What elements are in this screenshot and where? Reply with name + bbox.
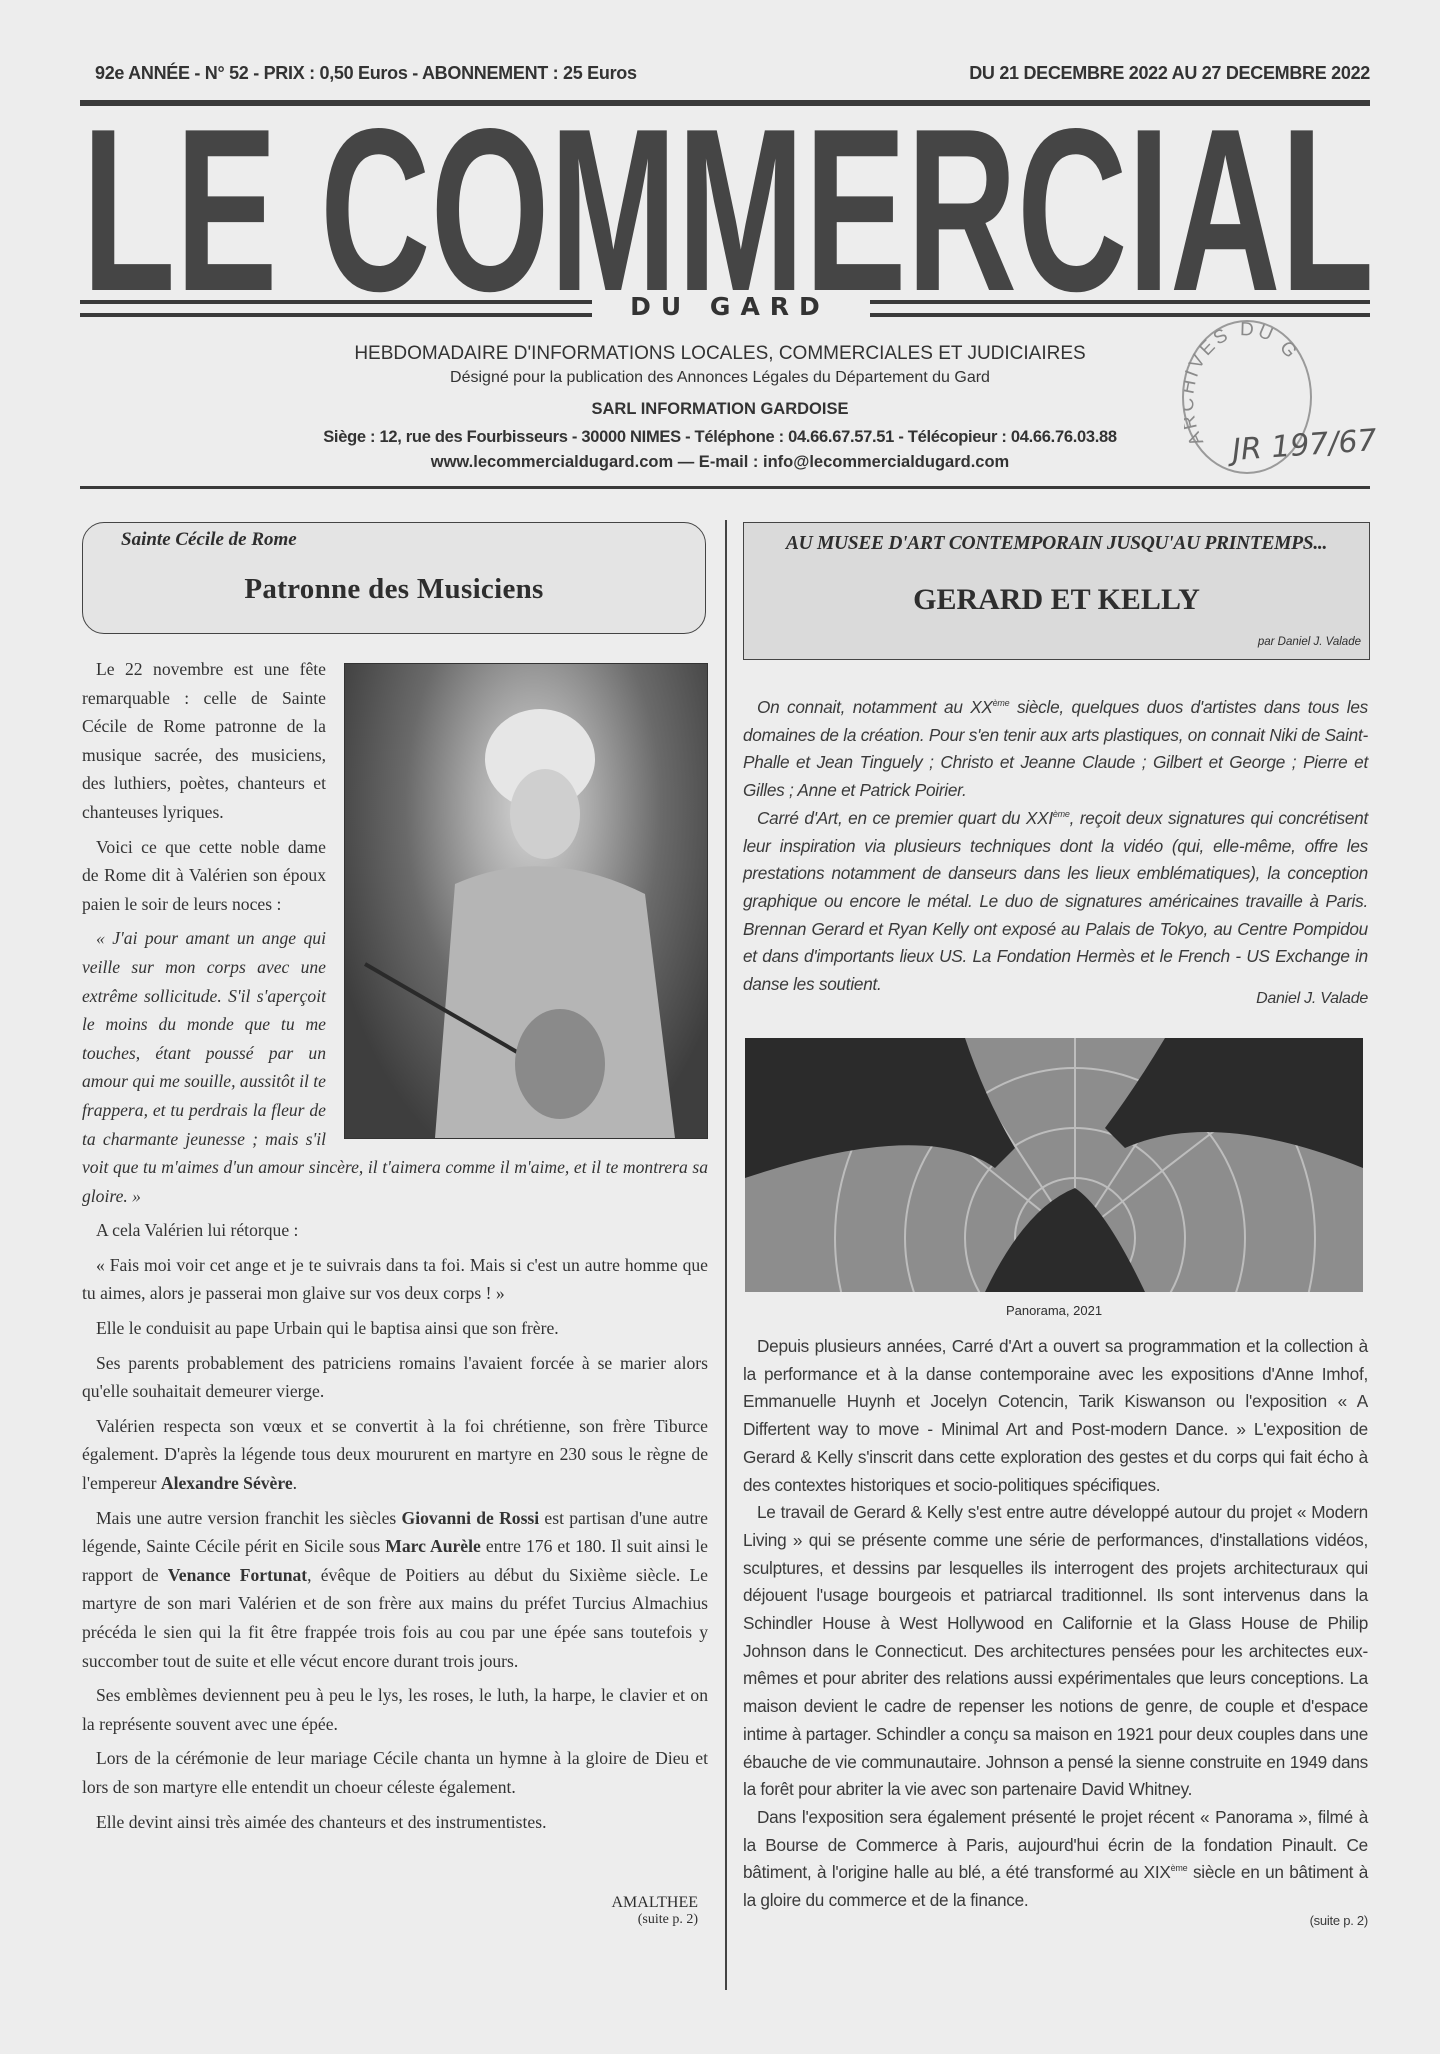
text-segment: « Fais moi voir cet ange et je te suivrais dans ta foi. Mais si c'est un autre homme que tu aimes, alors je passerai mon glaive sur vos deux corps ! » [82, 1254, 708, 1304]
paragraph [82, 1681, 708, 1738]
right-article-kicker: AU MUSEE D'ART CONTEMPORAIN JUSQU'AU PRINTEMPS... [785, 533, 1328, 554]
text-segment: Valérien respecta son vœux et se convertit à la foi chrétienne, son frère Tiburce également. D'après la légende tous deux moururent en martyre en 230 sous le règne de l'empereur [82, 1415, 708, 1494]
text-segment: Ses emblèmes deviennent peu à peu le lys, les roses, le luth, la harpe, le clavier et on la représente souvent avec une épée. [82, 1685, 708, 1734]
left-article-body [82, 655, 708, 1842]
text-segment: siècle en un bâtiment à la gloire du commerce et de la finance. [743, 1862, 1368, 1911]
issue-info: 92e ANNÉE - N° 52 - PRIX : 0,50 Euros - ABONNEMENT : 25 Euros [95, 63, 637, 83]
paragraph [82, 1349, 708, 1406]
rule [80, 313, 592, 317]
bold-text: Venance Fortunat [167, 1564, 308, 1585]
paragraph [743, 1499, 1368, 1804]
paragraph [743, 1804, 1368, 1915]
website-email: www.lecommercialdugard.com — E-mail : info@lecommercialdugard.com [430, 453, 1010, 471]
text-segment: Mais une autre version franchit les siècles [96, 1507, 402, 1528]
date-range: DU 21 DECEMBRE 2022 AU 27 DECEMBRE 2022 [969, 63, 1370, 83]
text-segment: Ses parents probablement des patriciens romains l'avaient forcée à se marier alors qu'elle souhaitait demeurer vierge. [82, 1352, 708, 1402]
left-article-title: Patronne des Musiciens [244, 573, 544, 605]
paragraph [82, 1314, 708, 1343]
paragraph [82, 1808, 708, 1837]
text-segment: Elle le conduisit au pape Urbain qui le baptisa ainsi que son frère. [96, 1318, 559, 1339]
tagline: HEBDOMADAIRE D'INFORMATIONS LOCALES, COMMERCIALES ET JUDICIAIRES [354, 343, 1086, 364]
intro-signature: Daniel J. Valade [1256, 990, 1368, 1007]
text-segment: Voici ce que cette noble dame de Rome dit à Valérien son époux paien le soir de leurs noces : [82, 836, 326, 914]
header-rule [80, 100, 1370, 106]
rule [870, 300, 1370, 304]
right-article-byline: par Daniel J. Valade [1257, 636, 1361, 648]
text-segment: Le travail de Gerard & Kelly s'est entre autre développé autour du projet « Modern Living » qui se présente comme une série de performances, d'installations vidéos, sculptures, et dessins par lesquelles ils interrogent des projets architecturaux qui déjouent l'usage bourgeois et patriarcal traditionnel. Ils sont intervenus dans la Schindler House à West Hollywood en Californie et la Glass House de Philip Johnson dans le Connecticut. Des architectures pensées pour les architectes eux-mêmes et pour abriter des relations aussi expérimentales que leurs conceptions. La maison devient le cadre de repenser les notions de genre, de couple et d'espace intime à partager. Schindler a conçu sa maison en 1921 pour deux couples dans une ébauche de vie communautaire. Johnson a pensé la sienne construite en 1949 dans la forêt pour abriter la vie avec son partenaire David Whitney. [743, 1502, 1368, 1800]
right-article-body [743, 1333, 1368, 1915]
paragraph [743, 805, 1368, 999]
text-segment: est partisan d'une autre légende, Sainte Cécile périt en Sicile sous [82, 1507, 708, 1557]
left-article-continued: (suite p. 2) [637, 1912, 698, 1927]
paragraph [82, 1744, 708, 1801]
paragraph [82, 1251, 708, 1308]
text-segment: Le 22 novembre est une fête remarquable : celle de Sainte Cécile de Rome patronne de la musique sacrée, des musiciens, des luthiers, poètes, chanteurs et chanteuses lyriques. [82, 659, 326, 822]
paragraph [743, 694, 1368, 805]
stamp-text: A VES DU G [1184, 322, 1303, 450]
header-bottom-rule [80, 486, 1370, 489]
right-article-continued: (suite p. 2) [1309, 1913, 1368, 1928]
address: Siège : 12, rue des Fourbisseurs - 30000 NIMES - Téléphone : 04.66.67.57.51 - Télécopieur : 04.66.76.03.88 [323, 428, 1117, 446]
text-segment: On connait, notamment au XX [757, 697, 993, 717]
left-article-header [82, 522, 706, 634]
column-divider [725, 520, 727, 1990]
text-segment: Lors de la cérémonie de leur mariage Cécile chanta un hymne à la gloire de Dieu et lors de son martyre elle entendit un choeur céleste également. [82, 1748, 708, 1797]
left-article-kicker: Sainte Cécile de Rome [121, 529, 297, 550]
bold-text: Giovanni de Rossi [401, 1507, 540, 1528]
text-segment: Depuis plusieurs années, Carré d'Art a ouvert sa programmation et la collection à la performance et à la danse contemporaine avec les expositions d'Anne Imhof, Emmanuelle Huynh et Jocelyn Cotencin, Tarik Kiswanson ou l'exposition « A Differtent way to move - Minimal Art and Post-modern Dance. » L'exposition de Gerard & Kelly s'inscrit dans cette exploration des gestes et du corps qui fait écho à des contextes historiques et socio-politiques spécifiques. [743, 1336, 1368, 1495]
superscript: ème [1052, 808, 1070, 819]
panorama-photo [745, 1038, 1363, 1292]
photo-caption: Panorama, 2021 [1005, 1303, 1103, 1318]
text-segment: Elle devint ainsi très aimée des chanteurs et des instrumentistes. [96, 1811, 547, 1832]
designation: Désigné pour la publication des Annonces Légales du Département du Gard [450, 369, 990, 386]
superscript: ème [1170, 1863, 1188, 1874]
text-segment: Carré d'Art, en ce premier quart du XXI [757, 807, 1053, 828]
right-article-intro [743, 694, 1368, 999]
handwritten-reference: JR 197/67 [1230, 422, 1378, 469]
text-segment: Dans l'exposition sera également présenté le projet récent « Panorama », filmé à la Bourse de Commerce à Paris, aujourd'hui écrin de la fondation Pinault. Ce bâtiment, à l'origine halle au blé, a été transformé au XIX [743, 1806, 1368, 1883]
masthead-logo [82, 122, 1378, 298]
paragraph [82, 1216, 708, 1245]
bold-text: Marc Aurèle [385, 1536, 481, 1557]
right-article-title: GERARD ET KELLY [913, 583, 1200, 616]
paragraph [743, 1333, 1368, 1499]
left-article-signature: AMALTHEE [611, 1894, 698, 1911]
text-segment: entre 176 et 180. Il suit ainsi le rapport de [82, 1536, 708, 1585]
rule [80, 300, 592, 304]
masthead-subtitle: DU GARD [630, 292, 830, 321]
paragraph [82, 1504, 708, 1676]
saint-cecilia-portrait-image [344, 663, 708, 1139]
paragraph [82, 1412, 708, 1498]
right-article-header [743, 522, 1370, 660]
company-name: SARL INFORMATION GARDOISE [591, 400, 849, 418]
superscript: ème [992, 698, 1010, 708]
text-segment: « J'ai pour amant un ange qui veille sur mon corps avec une extrême sollicitude. S'il s'aperçoit le moins du monde que tu me touches, étant poussé par un amour qui me souille, aussitôt il te frappera, et tu perdrais la fleur de ta charmante jeunesse ; mais s'il voit que tu m'aimes d'un amour sincère, il t'aimera comme il m'aime, et il te montrera sa gloire. » [82, 928, 708, 1206]
text-segment: A cela Valérien lui rétorque : [96, 1220, 299, 1241]
text-segment: . [292, 1473, 298, 1494]
rule [870, 313, 1370, 317]
bold-text: Alexandre Sévère [160, 1473, 293, 1494]
text-segment: siècle, quelques duos d'artistes dans tous les domaines de la création. Pour s'en tenir aux arts plastiques, on connait Niki de Saint-Phalle et Jean Tinguely ; Christo et Jeanne Claude ; Gilbert et George ; Pierre et Gilles ; Anne et Patrick Poirier. [743, 697, 1368, 801]
text-segment: , reçoit deux signatures qui concrétisent leur inspiration via plusieurs techniques dont la vidéo (qui, elle-même, offre les prestations notamment de danseurs dans les lieux emblématiques), la conception graphique ou encore le métal. Le duo de signatures américaines travaille à Paris. Brennan Gerard et Ryan Kelly ont exposé au Palais de Tokyo, au Centre Pompidou et dans d'importants lieux US. La Fondation Hermès et le French - US Exchange in danse les soutient. [743, 807, 1368, 995]
text-segment: , évêque de Poitiers au début du Sixième siècle. Le martyre de son mari Valérien et de son frère aux mains du préfet Turcius Almachius précéda le sien qui la fit être frappée trois fois au cou par une épée sans toutefois y succomber tout de suite et elle vécut encore durant trois jours. [82, 1564, 708, 1671]
masthead-title: LE COMMERCIAL [82, 122, 1374, 298]
